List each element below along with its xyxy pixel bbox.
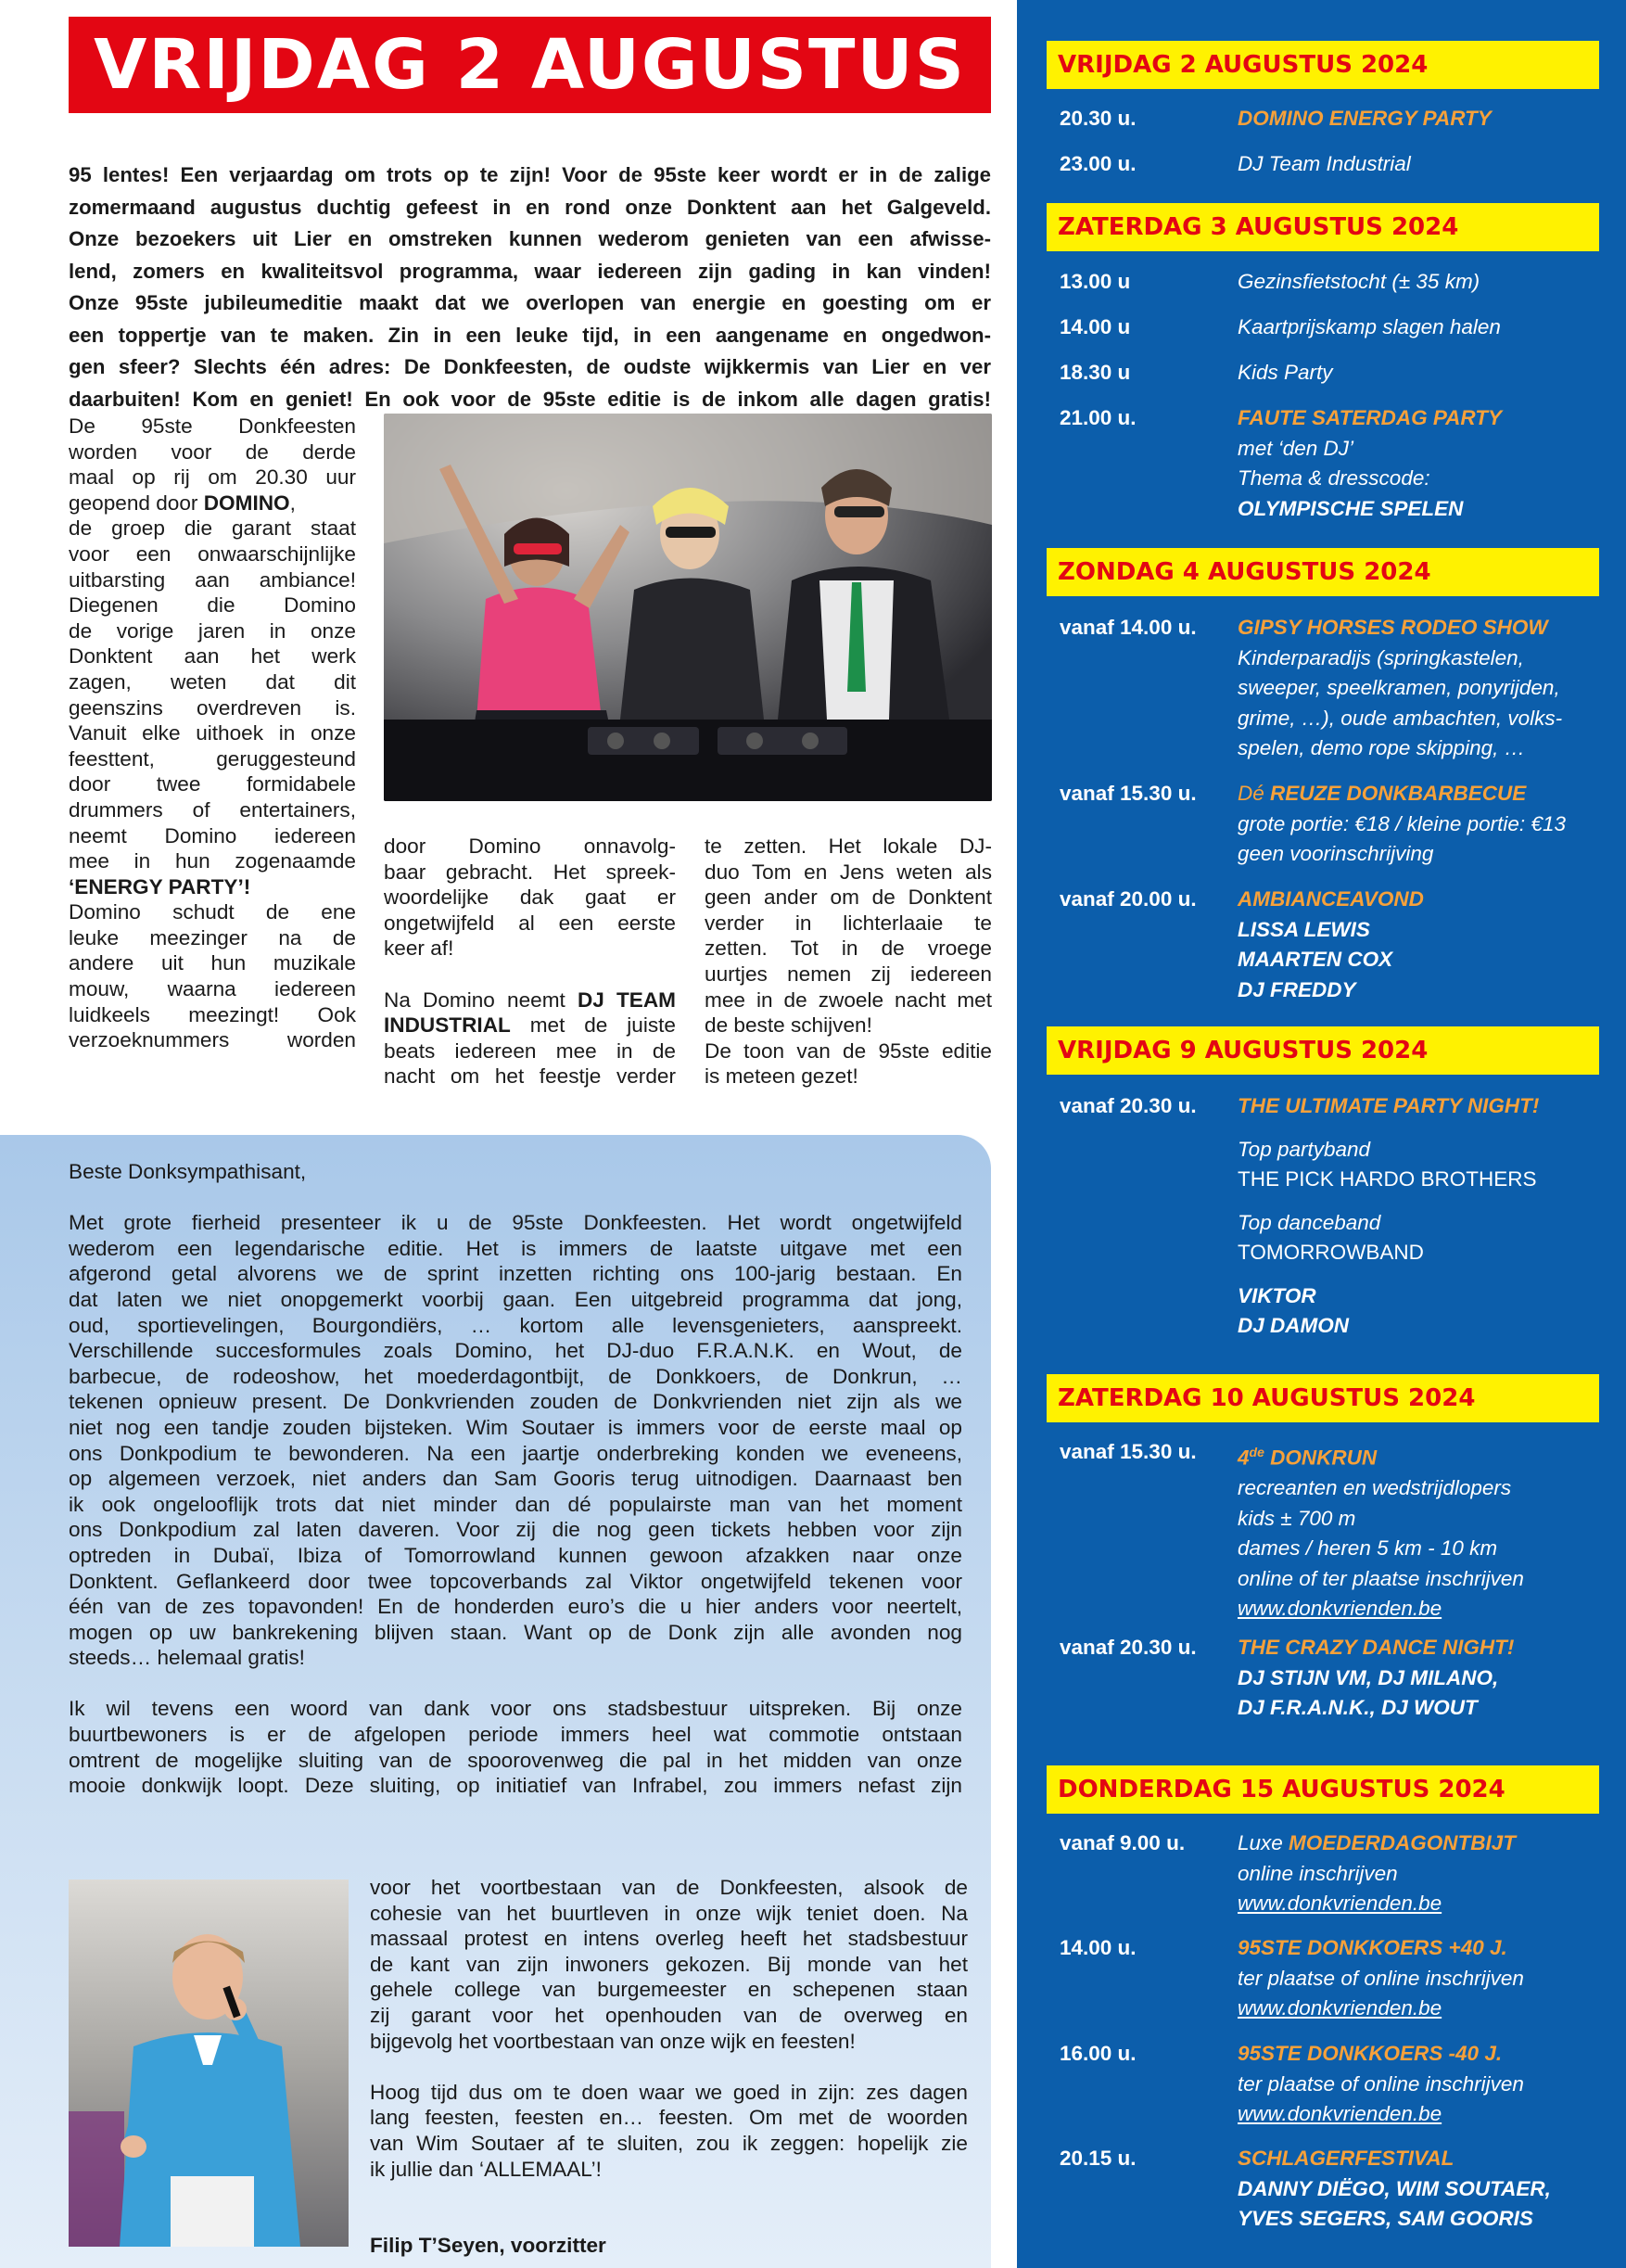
page-title: VRIJDAG 2 AUGUSTUS [94, 25, 966, 105]
article-column-1 [69, 414, 356, 1053]
day-header: VRIJDAG 2 AUGUSTUS 2024 [1047, 41, 1599, 89]
event-time: vanaf 20.00 u. [1060, 887, 1197, 911]
text-line: verder in lichterlaaie te [705, 911, 992, 935]
event-time: vanaf 15.30 u. [1060, 1440, 1197, 1463]
text-line: mouw, waarna iedereen [69, 977, 356, 1001]
text-line: is meteen gezet! [705, 1064, 858, 1089]
text-line: Diegenen die Domino [69, 593, 356, 618]
chairman-letter [69, 1159, 962, 1799]
text-line: zetten. Tot in de vroege [705, 937, 992, 961]
event-time: 23.00 u. [1060, 152, 1137, 175]
title-banner [69, 17, 991, 113]
text-line: maal op rij om 20.30 uur [69, 465, 356, 490]
letter-line: ons Donkpodium zal laten daveren. Voor zij die nog geen tickets hebben voor zijn [69, 1518, 962, 1542]
letter-line: ik ook ongelooflijk trots dat niet minder dan dé populairste man van het moment [69, 1492, 962, 1516]
intro-paragraph [69, 159, 991, 415]
letter-line: mooie donkwijk loopt. Deze sluiting, op initiatief van Infrabel, zou immers nefast zijn [69, 1774, 962, 1798]
letter-line: mogen op uw bankrekening blijven staan. Want op de Donk zijn alle avonden nog [69, 1620, 962, 1644]
event-time: 18.30 u [1060, 361, 1131, 384]
event-time: 14.00 u. [1060, 1936, 1137, 1959]
letter-line: dat laten we niet onopgemerkt voorbij gaan. Een uitgebreid programma dat jong, [69, 1287, 962, 1311]
letter-line: tekenen opnieuw present. De Donkvrienden zouden de Donkvrienden niet zijn als we [69, 1390, 962, 1414]
event-title: 4de DONKRUN [1238, 1445, 1378, 1470]
text-line: feesttent, geruggesteund [69, 746, 356, 771]
letter-line: zij garant voor het openhouden van de overweg en [370, 2003, 968, 2027]
text-line: uitbarsting aan ambiance! [69, 567, 356, 592]
dj-team-name: DJ TEAM [577, 987, 676, 1012]
intro-line: lend, zomers en kwaliteitsvol programma, waar iedereen zijn gading in kan vinden! [69, 259, 991, 283]
event-time: 16.00 u. [1060, 2042, 1137, 2065]
text-line: Vanuit elke uithoek in onze [69, 721, 356, 745]
intro-line: gen sfeer? Slechts één adres: De Donkfeesten, de oudste wijkkermis van Lier en ver [69, 355, 991, 378]
letter-line: voor het voortbestaan van de Donkfeesten, alsook de [370, 1876, 968, 1899]
event-title: MOEDERDAGONTBIJT [1289, 1831, 1517, 1854]
text-line: woordelijke dak gaat er [384, 886, 676, 910]
event-time: 20.30 u. [1060, 107, 1137, 130]
chairman-letter-continued [370, 1875, 968, 2259]
text-line: andere uit hun muzikale [69, 951, 356, 975]
event-text: Gezinsfietstocht (± 35 km) [1238, 270, 1480, 293]
letter-line: oud, sportievelingen, Bourgondiërs, … kortom alle levensgenieters, aanspreekt. [69, 1313, 962, 1337]
text-line: uurtjes nemen zij iedereen [705, 962, 992, 986]
letter-line: de kant van zijn inwoners gekozen. Bij monde van het [370, 1952, 968, 1976]
event-title: GIPSY HORSES RODEO SHOW [1238, 616, 1548, 639]
blank-line [384, 962, 676, 987]
text-line: leuke meezinger na de [69, 925, 356, 949]
letter-line: wederom een legendarische editie. Het is immers de laatste uitgave met een [69, 1236, 962, 1260]
text-line: De toon van de 95ste editie [705, 1038, 992, 1063]
text-line: zagen, weten dat dit [69, 669, 356, 694]
text-line: voor een onwaarschijnlijke [69, 542, 356, 566]
website-link[interactable]: www.donkvrienden.be [1238, 2102, 1442, 2125]
intro-line: 95 lentes! Een verjaardag om trots op te zijn! Voor de 95ste keer wordt er in de zalige [69, 163, 991, 186]
event-text: DJ Team Industrial [1238, 152, 1411, 175]
event-text: Kaartprijskamp slagen halen [1238, 315, 1501, 338]
domino-name: DOMINO [203, 491, 290, 515]
text-line: te zetten. Het lokale DJ- [705, 835, 992, 858]
text-line: mee in hun zogenaamde [69, 849, 356, 873]
text-line: Domino schudt de ene [69, 900, 356, 924]
letter-line: één van de zes topavonden! En de honderden euro’s die u hier anders voor neertelt, [69, 1595, 962, 1619]
letter-line: Ik wil tevens een woord van dank voor ons stadsbestuur uitspreken. Bij onze [69, 1697, 962, 1721]
event-title: THE ULTIMATE PARTY NIGHT! [1238, 1094, 1540, 1117]
letter-line: buurtbewoners is er de afgelopen periode immers heel wat commotie ontstaan [69, 1723, 962, 1747]
text-line: duo Tom en Jens weten als [705, 860, 992, 884]
chairman-photo [69, 1879, 349, 2247]
intro-line: daarbuiten! Kom en geniet! En ook voor de 95ste editie is de inkom alle dagen gratis! [69, 387, 991, 411]
event-time: 14.00 u [1060, 315, 1131, 338]
text-line: baar gebracht. Het spreek- [384, 860, 676, 884]
letter-line: van Wim Soutaer af te sluiten, zou ik zeggen: hopelijk zie [370, 2131, 968, 2155]
website-link[interactable]: www.donkvrienden.be [1238, 1996, 1442, 2020]
domino-stage-photo-svg [384, 414, 992, 801]
event-time: 13.00 u [1060, 270, 1131, 293]
event-time: vanaf 20.30 u. [1060, 1636, 1197, 1659]
event-time: 20.15 u. [1060, 2147, 1137, 2170]
event-title: SCHLAGERFESTIVAL [1238, 2147, 1455, 2170]
event-time: vanaf 14.00 u. [1060, 616, 1197, 639]
intro-line: Onze bezoekers uit Lier en omstreken kunnen wederom genieten van een afwisse- [69, 227, 991, 250]
text-line: drummers of entertainers, [69, 797, 356, 822]
intro-line: een toppertje van te maken. Zin in een leuke tijd, in een aangename en ongedwon- [69, 323, 991, 347]
text-line: luidkeels meezingt! Ook [69, 1002, 356, 1026]
text-line: INDUSTRIAL met de juiste [384, 1013, 676, 1038]
letter-line: optreden in Dubaï, Ibiza of Tomorrowland kunnen gewoon afzakken naar onze [69, 1543, 962, 1567]
letter-line: bijgevolg het voortbestaan van onze wijk en feesten! [370, 2029, 856, 2053]
intro-line: Onze 95ste jubileumeditie maakt dat we overlopen van energie en goesting om er [69, 291, 991, 314]
text-line: ongetwijfeld al een eerste [384, 911, 676, 935]
article-column-3 [705, 834, 992, 1089]
event-time: vanaf 15.30 u. [1060, 782, 1197, 805]
letter-line: Met grote fierheid presenteer ik u de 95ste Donkfeesten. Het wordt ongetwijfeld [69, 1211, 962, 1235]
day-header: DONDERDAG 15 AUGUSTUS 2024 [1047, 1765, 1599, 1814]
letter-line: Donktent. Geflankeerd door twee topcoverbands zal Viktor ongetwijfeld tekenen voor [69, 1569, 962, 1593]
event-title: DOMINO ENERGY PARTY [1238, 107, 1492, 130]
letter-line: omtrent de mogelijke sluiting van de spoorovenweg die pal in het midden van onze [69, 1748, 962, 1772]
text-line: worden voor de derde [69, 440, 356, 464]
intro-line: zomermaand augustus duchtig gefeest in en rond onze Donktent aan het Galgeveld. [69, 195, 991, 219]
website-link[interactable]: www.donkvrienden.be [1238, 1892, 1442, 1915]
signature: Filip T’Seyen, voorzitter [370, 2234, 606, 2258]
event-title: 95STE DONKKOERS -40 J. [1238, 2042, 1503, 2065]
letter-line: ik jullie dan ‘ALLEMAAL’! [370, 2157, 602, 2181]
event-title: AMBIANCEAVOND [1238, 887, 1424, 911]
chairman-photo-svg [69, 1879, 349, 2247]
event-title: THE CRAZY DANCE NIGHT! [1238, 1636, 1515, 1659]
text-line: de vorige jaren in onze [69, 618, 356, 643]
day-header: ZONDAG 4 AUGUSTUS 2024 [1047, 548, 1599, 596]
day-header: ZATERDAG 10 AUGUSTUS 2024 [1047, 1374, 1599, 1422]
letter-line: Verschillende succesformules zoals Domino, het DJ-duo F.R.A.N.K. en Wout, de [69, 1339, 962, 1363]
domino-stage-photo [384, 414, 992, 801]
letter-line: op algemeen verzoek, niet anders dan Sam Gooris terug uitnodigen. Daarnaast ben [69, 1467, 962, 1491]
text-line: nacht om het feestje verder [384, 1064, 676, 1089]
text-line: Donktent aan het werk [69, 644, 356, 669]
text-line: keer af! [384, 937, 454, 961]
event-title: FAUTE SATERDAG PARTY [1238, 406, 1503, 429]
letter-line: massaal protest en intens overleg heeft het stadsbestuur [370, 1927, 968, 1951]
text-line: de groep die garant staat [69, 516, 356, 541]
article-column-2 [384, 834, 676, 1089]
website-link[interactable]: www.donkvrienden.be [1238, 1597, 1442, 1620]
letter-line: niet nog een tandje zouden bijsteken. Wim Soutaer is immers voor de eerste maal op [69, 1415, 962, 1439]
text-line: geopend door DOMINO, [69, 491, 296, 515]
text-line: beats iedereen mee in de [384, 1038, 676, 1063]
letter-line: barbecue, de rodeoshow, het moederdagontbijt, de Donkkoers, de Donkrun, … [69, 1364, 962, 1388]
event-title: REUZE DONKBARBECUE [1270, 782, 1527, 805]
text-line: neemt Domino iedereen [69, 823, 356, 847]
event-time: vanaf 9.00 u. [1060, 1831, 1186, 1854]
text-line: geenszins overdreven is. [69, 695, 356, 720]
event-time: vanaf 20.30 u. [1060, 1094, 1197, 1117]
text-line: De 95ste Donkfeesten [69, 414, 356, 438]
event-time: 21.00 u. [1060, 406, 1137, 429]
text-line: door twee formidabele [69, 772, 356, 796]
energy-party-label: ‘ENERGY PARTY’! [69, 874, 251, 898]
text-line: door Domino onnavolg- [384, 835, 676, 858]
text-line: mee in de zwoele nacht met [705, 987, 992, 1012]
day-header: ZATERDAG 3 AUGUSTUS 2024 [1047, 203, 1599, 251]
letter-line: steeds… helemaal gratis! [69, 1646, 305, 1670]
event-text: Kids Party [1238, 361, 1333, 384]
text-line: geen ander om de Donktent [705, 886, 992, 910]
text-line: Na Domino neemt DJ TEAM [384, 987, 676, 1012]
day-header: VRIJDAG 9 AUGUSTUS 2024 [1047, 1026, 1599, 1075]
text-line: verzoeknummers worden [69, 1028, 356, 1052]
letter-line: afgerond getal alvorens we de sprint inzetten richting ons 100-jarig bestaan. En [69, 1262, 962, 1286]
industrial-name: INDUSTRIAL [384, 1013, 511, 1038]
letter-greeting: Beste Donksympathisant, [69, 1160, 307, 1183]
text-line: de beste schijven! [705, 1013, 872, 1038]
letter-line: cohesie van het buurtleven in onze wijk teniet doen. Na [370, 1901, 968, 1925]
letter-line: ons Donkpodium te bewonderen. Na een jaartje onderbreking konden we eveneens, [69, 1441, 962, 1465]
letter-line: gehele college van burgemeester en schepenen staan [370, 1978, 968, 2002]
letter-line: lang feesten, feesten en… feesten. Om met de woorden [370, 2106, 968, 2130]
letter-line: Hoog tijd dus om te doen waar we goed in zijn: zes dagen [370, 2080, 968, 2104]
event-title: 95STE DONKKOERS +40 J. [1238, 1936, 1507, 1959]
